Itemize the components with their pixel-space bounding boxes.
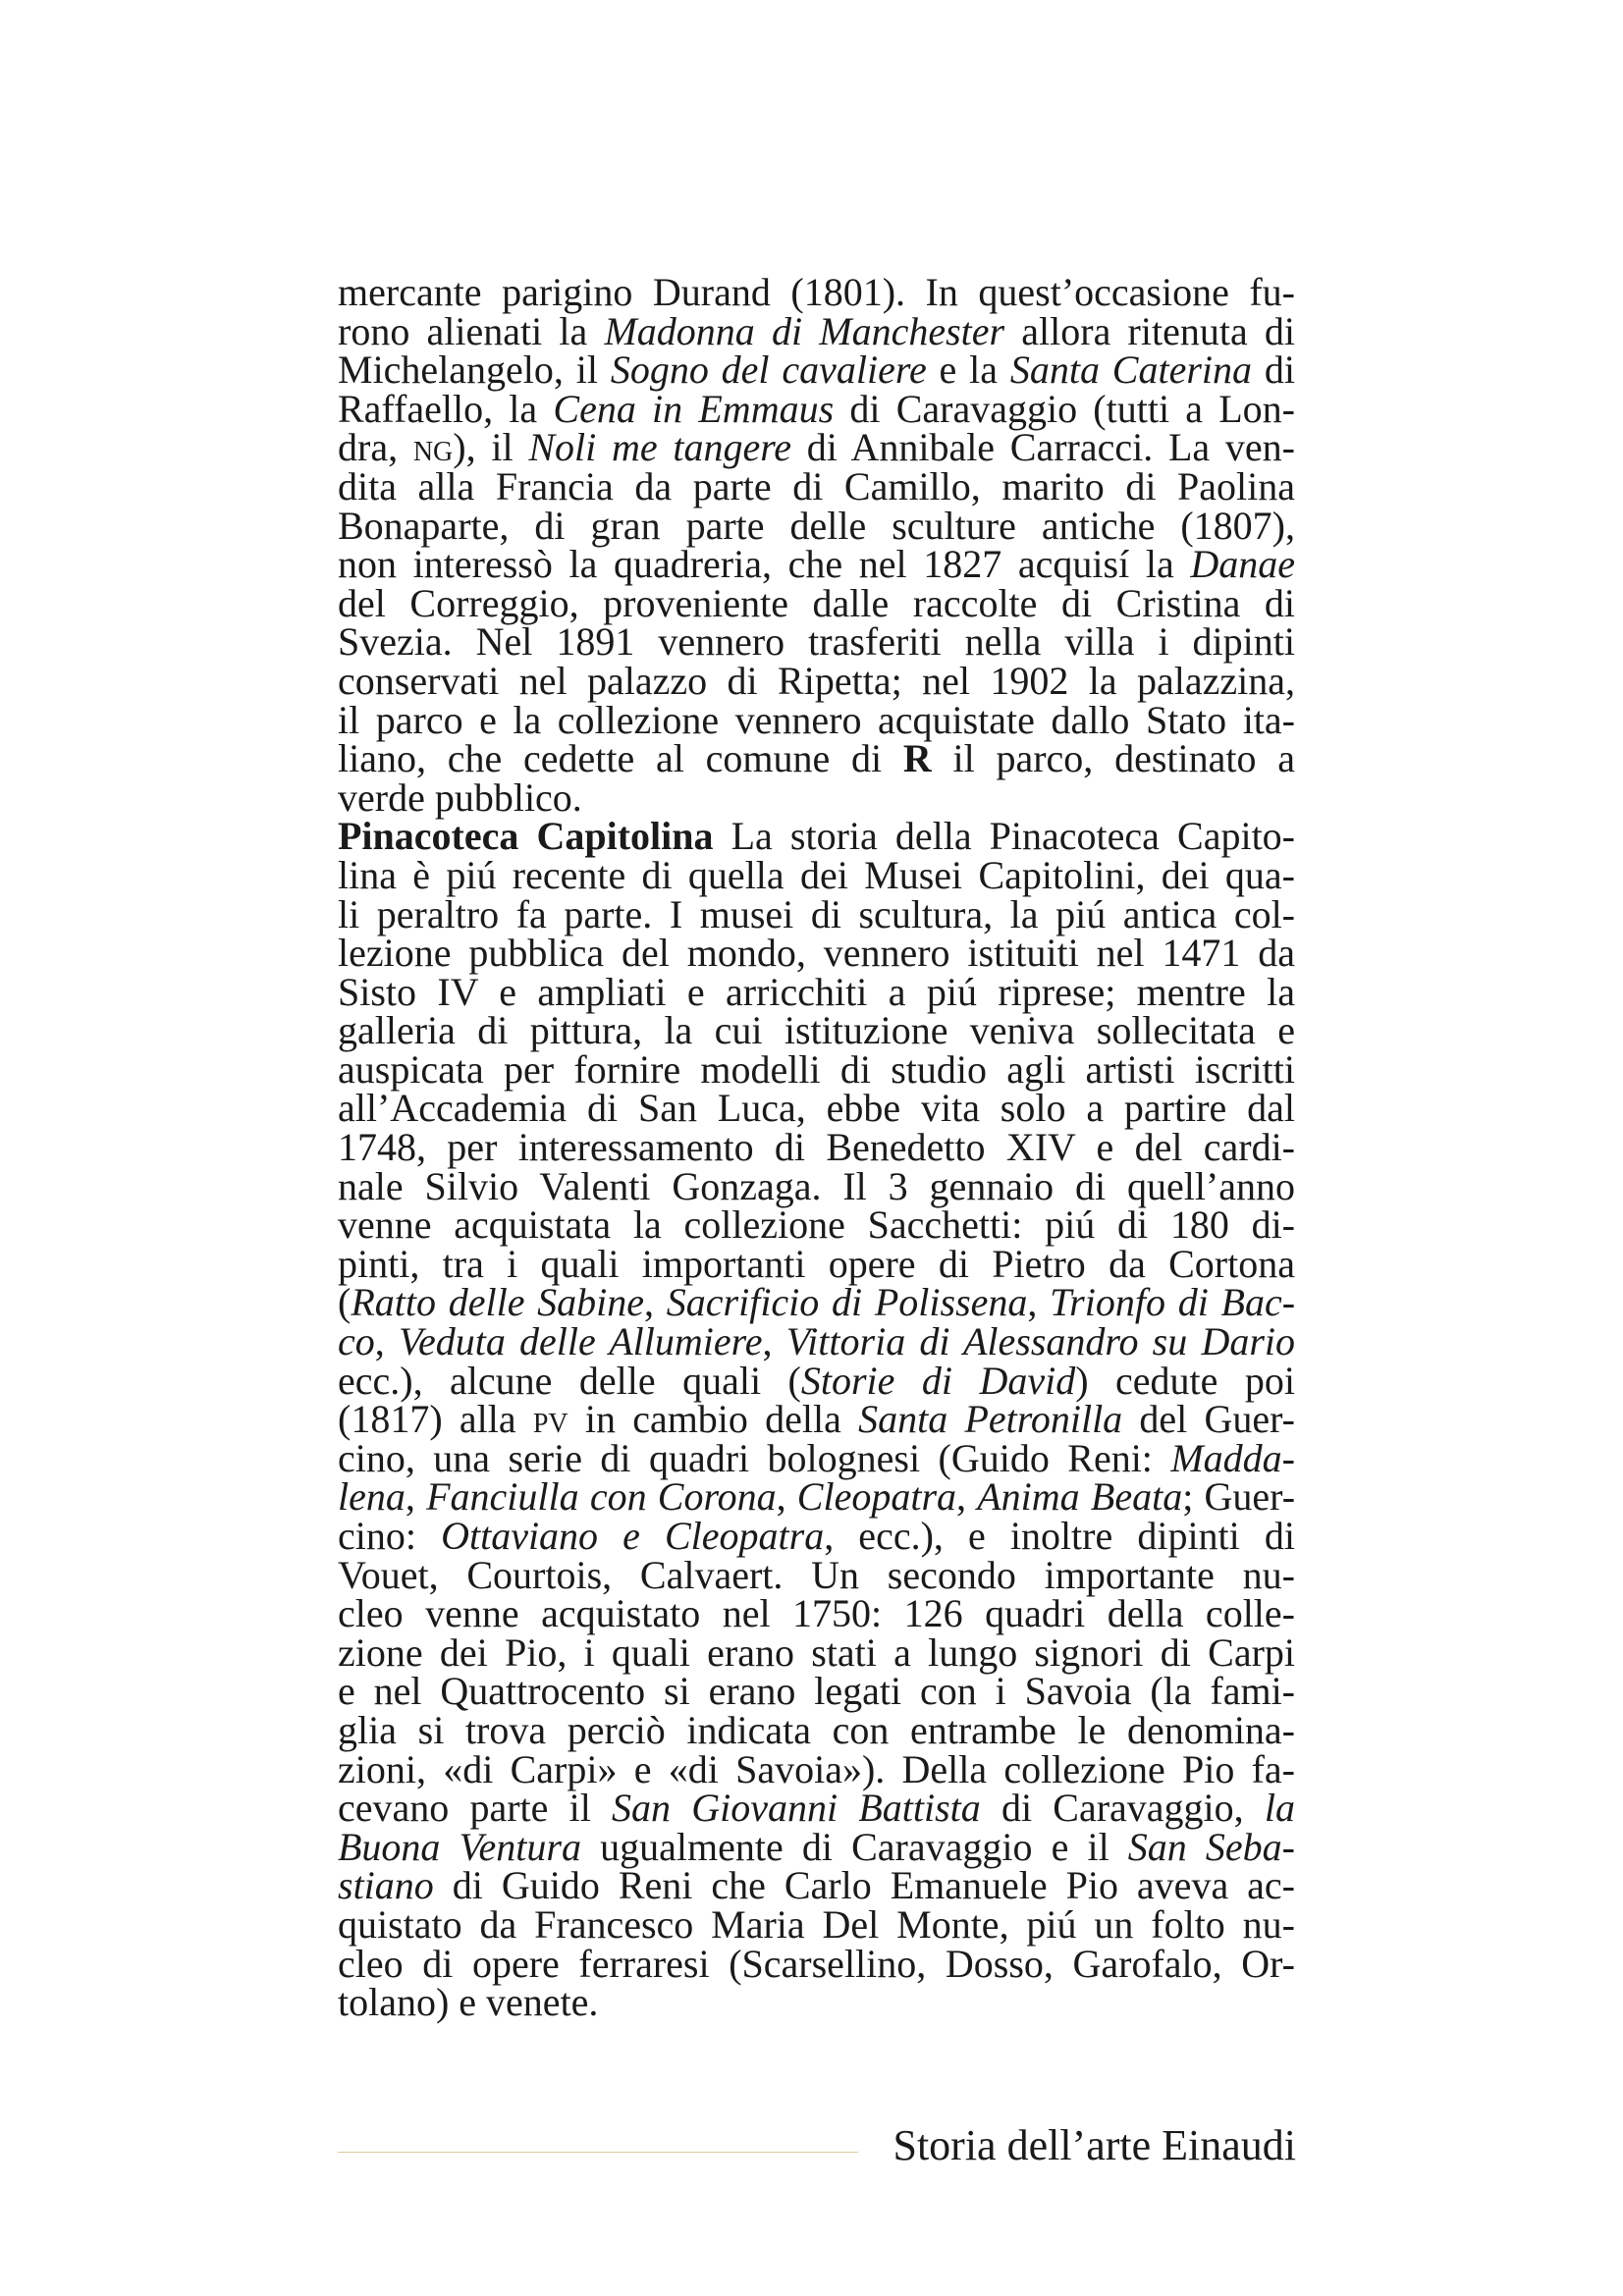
text-line: co, Veduta delle Allumiere, Vittoria di Alessandro su Dario bbox=[338, 1319, 1296, 1364]
text-line: liano, che cedette al comune di R il parco, destinato a bbox=[338, 736, 1295, 781]
text-line: Bonaparte, di gran parte delle sculture antiche (1807), bbox=[338, 503, 1295, 548]
text-line: Buona Ventura ugualmente di Caravaggio e il San Seba- bbox=[338, 1824, 1295, 1869]
text-line: del Correggio, proveniente dalle raccolte di Cristina di bbox=[338, 580, 1295, 625]
text-line: cleo di opere ferraresi (Scarsellino, Dosso, Garofalo, Or- bbox=[338, 1941, 1295, 1986]
text-line: Sisto IV e ampliati e arricchiti a piú riprese; mentre la bbox=[338, 969, 1295, 1014]
footer-book-title: Storia dell’arte Einaudi bbox=[893, 2121, 1296, 2169]
text-line: verde pubblico. bbox=[338, 774, 582, 820]
text-line: non interessò la quadreria, che nel 1827 acquisí la Danae bbox=[338, 542, 1295, 587]
text-line: Pinacoteca Capitolina La storia della Pinacoteca Capito- bbox=[338, 814, 1295, 859]
text-line: Michelangelo, il Sogno del cavaliere e la Santa Caterina di bbox=[338, 347, 1295, 393]
text-line: nale Silvio Valenti Gonzaga. Il 3 gennaio di quell’anno bbox=[338, 1163, 1295, 1208]
text-line: e nel Quattrocento si erano legati con i Savoia (la fami- bbox=[338, 1669, 1295, 1714]
text-line: il parco e la collezione vennero acquistate dallo Stato ita- bbox=[338, 697, 1295, 742]
text-line: pinti, tra i quali importanti opere di Pietro da Cortona bbox=[338, 1241, 1295, 1286]
text-line: auspicata per fornire modelli di studio agli artisti iscritti bbox=[338, 1046, 1295, 1092]
text-line: venne acquistata la collezione Sacchetti: piú di 180 di- bbox=[338, 1202, 1295, 1248]
text-line: (Ratto delle Sabine, Sacrificio di Polissena, Trionfo di Bac- bbox=[338, 1280, 1296, 1325]
text-line: Svezia. Nel 1891 vennero trasferiti nella villa i dipinti bbox=[338, 619, 1295, 665]
page-footer bbox=[338, 2120, 1296, 2179]
text-line: cleo venne acquistato nel 1750: 126 quadri della colle- bbox=[338, 1591, 1295, 1636]
text-line: (1817) alla pv in cambio della Santa Petronilla del Guer- bbox=[338, 1397, 1295, 1442]
text-line: cino, una serie di quadri bolognesi (Guido Reni: Madda- bbox=[338, 1435, 1295, 1480]
text-line: cevano parte il San Giovanni Battista di Caravaggio, la bbox=[338, 1786, 1295, 1831]
text-line: dra, ng), il Noli me tangere di Annibale Carracci. La ven- bbox=[338, 425, 1295, 470]
text-line: stiano di Guido Reni che Carlo Emanuele Pio aveva ac- bbox=[338, 1863, 1295, 1908]
text-line: zioni, «di Carpi» e «di Savoia»). Della collezione Pio fa- bbox=[338, 1746, 1295, 1791]
text-line: Raffaello, la Cena in Emmaus di Caravaggio (tutti a Lon- bbox=[338, 386, 1296, 431]
text-line: all’Accademia di San Luca, ebbe vita solo a partire dal bbox=[338, 1086, 1295, 1131]
text-line: 1748, per interessamento di Benedetto XIV e del cardi- bbox=[338, 1125, 1295, 1170]
text-line: mercante parigino Durand (1801). In quest’occasione fu- bbox=[338, 270, 1295, 314]
text-line: quistato da Francesco Maria Del Monte, piú un folto nu- bbox=[338, 1901, 1295, 1947]
footer-rule bbox=[338, 2152, 858, 2153]
text-line: lina è piú recente di quella dei Musei Capitolini, dei qua- bbox=[338, 852, 1295, 897]
text-line: li peraltro fa parte. I musei di scultura, la piú antica col- bbox=[338, 891, 1295, 936]
text-line: cino: Ottaviano e Cleopatra, ecc.), e inoltre dipinti di bbox=[338, 1514, 1295, 1558]
text-line: tolano) e venete. bbox=[338, 1980, 599, 2025]
text-line: lezione pubblica del mondo, vennero istituiti nel 1471 da bbox=[338, 931, 1295, 976]
text-line: galleria di pittura, la cui istituzione veniva sollecitata e bbox=[338, 1008, 1295, 1053]
text-line: conservati nel palazzo di Ripetta; nel 1902 la palazzina, bbox=[338, 658, 1295, 703]
text-line: ecc.), alcune delle quali (Storie di David) cedute poi bbox=[338, 1358, 1295, 1403]
text-line: rono alienati la Madonna di Manchester allora ritenuta di bbox=[338, 308, 1296, 353]
body-text bbox=[338, 270, 1296, 2025]
text-line: Vouet, Courtois, Calvaert. Un secondo importante nu- bbox=[338, 1552, 1295, 1597]
text-line: lena, Fanciulla con Corona, Cleopatra, Anima Beata; Guer- bbox=[338, 1474, 1296, 1520]
text-line: zione dei Pio, i quali erano stati a lungo signori di Carpi bbox=[338, 1629, 1295, 1675]
text-line: dita alla Francia da parte di Camillo, marito di Paolina bbox=[338, 463, 1295, 508]
text-line: glia si trova perciò indicata con entrambe le denomina- bbox=[338, 1707, 1295, 1752]
